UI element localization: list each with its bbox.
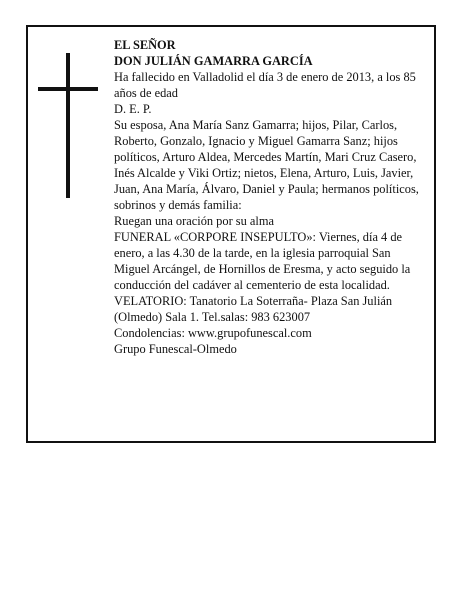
prayer-request: Ruegan una oración por su alma [114, 214, 274, 228]
funeral-details: FUNERAL «CORPORE INSEPULTO»: Viernes, día 4 de enero, a las 4.30 de la tarde, en la iglesia parroquial San Miguel Arcángel, de Hornillos de Eresma, y acto seguido la conducción del cadáver al cementerio de esta localidad. VELATORIO: Tanatorio La Soterraña- Plaza San Julián (Olmedo) Sala 1. Tel.salas: 983 623007 [114, 230, 411, 324]
obituary-title: EL SEÑOR [114, 38, 176, 52]
cross-icon [38, 53, 98, 198]
cross-horizontal-bar [38, 87, 98, 91]
deceased-name: DON JULIÁN GAMARRA GARCÍA [114, 54, 313, 68]
condolences-line: Condolencias: www.grupofunescal.com [114, 326, 312, 340]
cross-vertical-bar [66, 53, 70, 198]
obituary-text [114, 37, 420, 357]
death-announcement: Ha fallecido en Valladolid el día 3 de enero de 2013, a los 85 años de edad [114, 70, 416, 100]
family-list: Su esposa, Ana María Sanz Gamarra; hijos, Pilar, Carlos, Roberto, Gonzalo, Ignacio y Miguel Gamarra Sanz; hijos políticos, Arturo Aldea, Mercedes Martín, Mari Cruz Casero, Inés Alcalde y Viki Ortiz; nietos, Elena, Arturo, Luis, Javier, Juan, Ana María, Álvaro, Daniel y Paula; hermanos políticos, sobrinos y demás familia: [114, 118, 419, 212]
dep-line: D. E. P. [114, 102, 152, 116]
funeral-company: Grupo Funescal-Olmedo [114, 342, 237, 356]
